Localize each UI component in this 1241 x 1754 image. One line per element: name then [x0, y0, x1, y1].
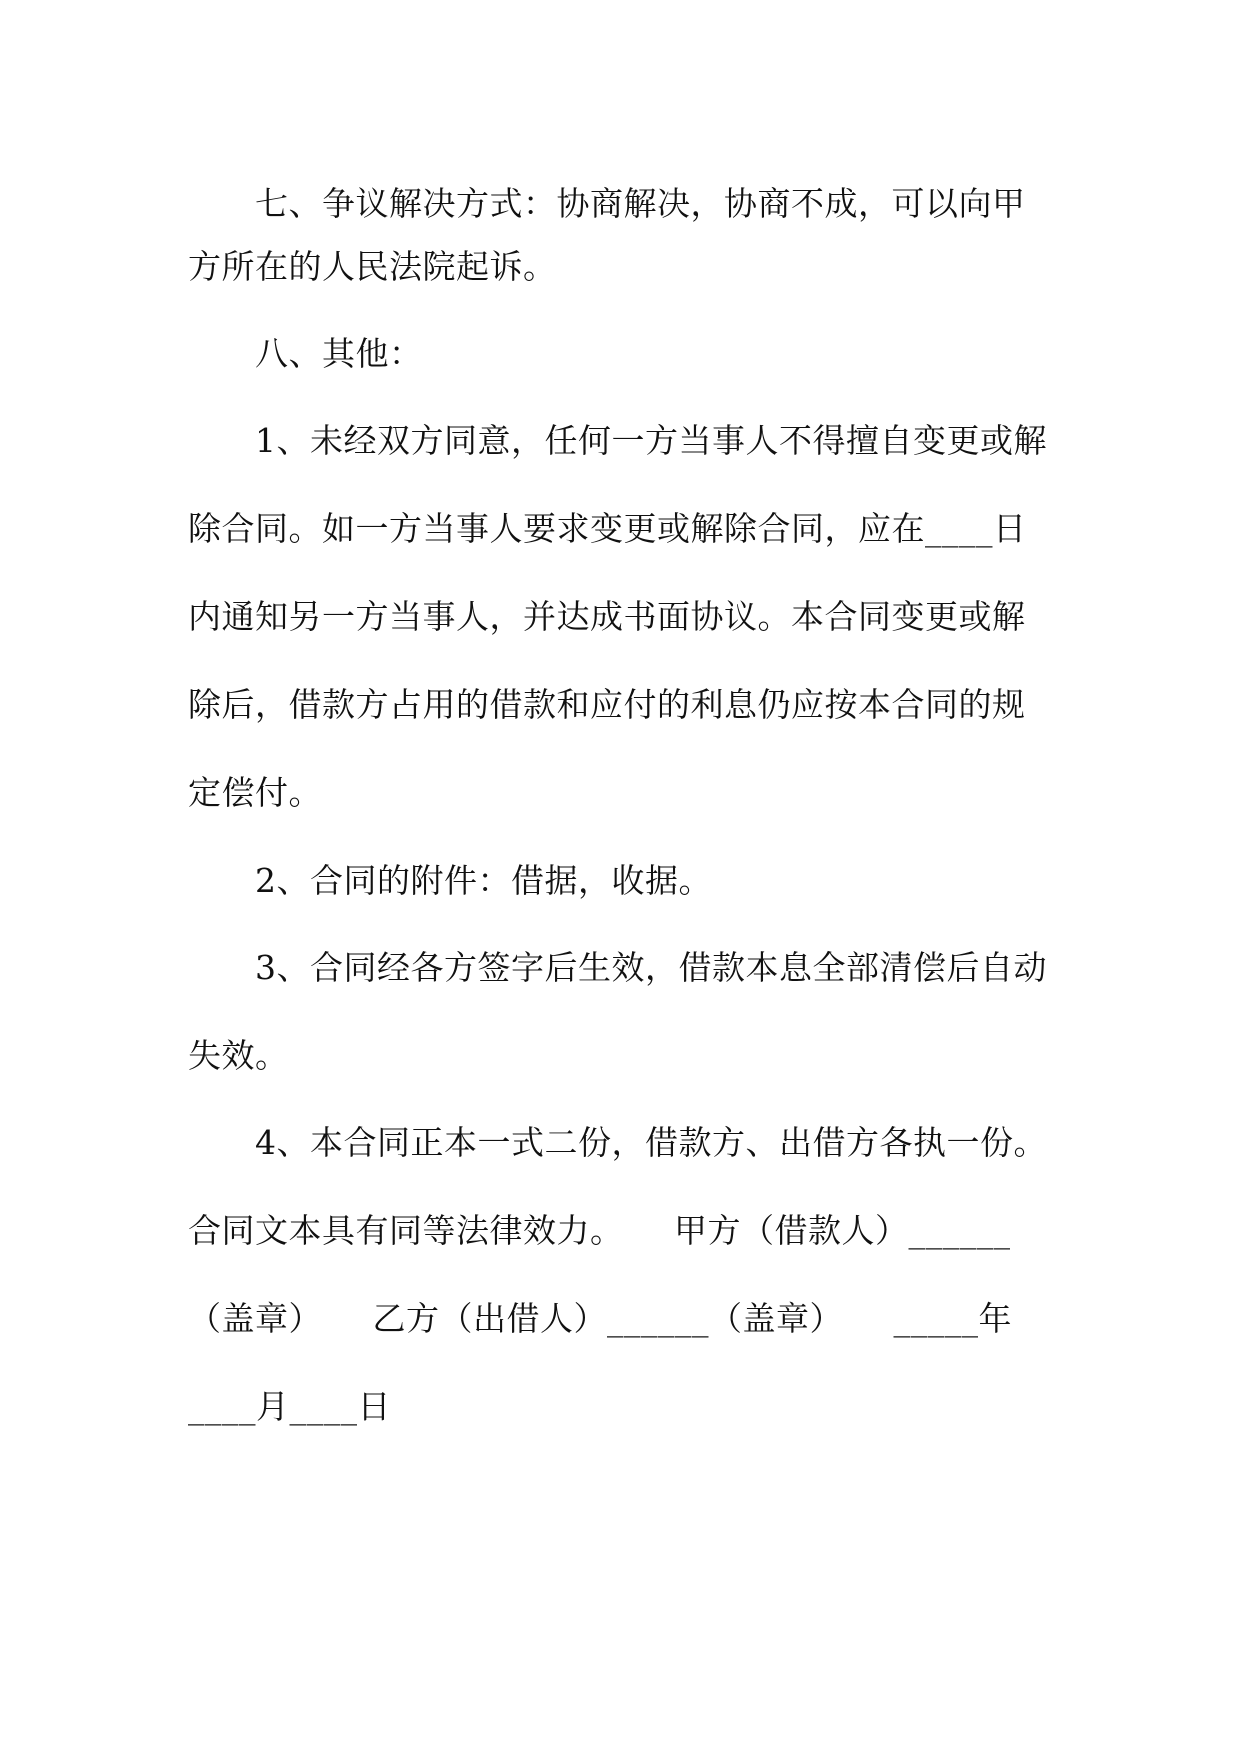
- item-3-line-2: 失效。: [188, 1036, 289, 1075]
- item-4-line-2: 合同文本具有同等法律效力。 甲方（借款人）______: [188, 1211, 1011, 1250]
- item-1-line-3: 内通知另一方当事人，并达成书面协议。本合同变更或解: [188, 597, 1026, 636]
- item-1-line-4: 除后，借款方占用的借款和应付的利息仍应按本合同的规: [188, 685, 1026, 724]
- item-1-line-5: 定偿付。: [188, 773, 322, 812]
- item-1-line-2: 除合同。如一方当事人要求变更或解除合同，应在____日: [188, 509, 1027, 548]
- date-line: ____月____日: [188, 1387, 391, 1426]
- clause-7-line-1: 七、争议解决方式：协商解决，协商不成，可以向甲: [255, 184, 1026, 223]
- clause-7-line-2: 方所在的人民法院起诉。: [188, 247, 557, 286]
- item-1-line-1: 1、未经双方同意，任何一方当事人不得擅自变更或解: [255, 421, 1047, 460]
- item-3-line-1: 3、合同经各方签字后生效，借款本息全部清偿后自动: [255, 948, 1047, 987]
- item-4-line-1: 4、本合同正本一式二份，借款方、出借方各执一份。: [255, 1123, 1047, 1162]
- signature-line-1: （盖章） 乙方（出借人）______（盖章） _____年: [188, 1299, 1012, 1338]
- item-2-line-1: 2、合同的附件：借据，收据。: [255, 861, 712, 900]
- clause-8-heading: 八、其他：: [255, 334, 423, 373]
